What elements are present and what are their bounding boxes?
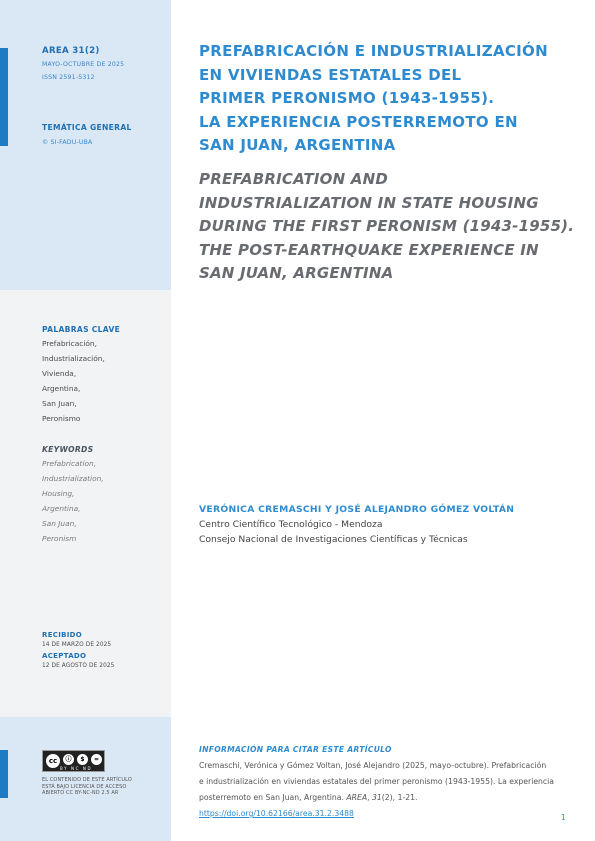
journal-issue: AREA 31(2) xyxy=(42,46,100,56)
keyword-item: Industrialización, xyxy=(42,354,105,363)
keyword-item: Peronism xyxy=(42,534,77,543)
citation-block xyxy=(199,742,571,822)
title-line: PREFABRICATION AND xyxy=(199,170,389,188)
citation-issue-pages: (2), 1-21. xyxy=(381,793,418,802)
author-names: VERÓNICA CREMASCHI Y JOSÉ ALEJANDRO GÓMEZ VOLTÁN xyxy=(199,504,515,515)
citation-line xyxy=(199,790,571,822)
keyword-item: San Juan, xyxy=(42,399,77,408)
affiliation: Centro Científico Tecnológico - Mendoza xyxy=(199,519,383,530)
keyword-item: San Juan, xyxy=(42,519,77,528)
keyword-item: Peronismo xyxy=(42,414,81,423)
citation-heading: INFORMACIÓN PARA CITAR ESTE ARTÍCULO xyxy=(199,745,392,754)
keyword-item: Industrialization, xyxy=(42,474,104,483)
accent-bar-bottom xyxy=(0,750,8,798)
noncommercial-icon: $ xyxy=(76,753,89,766)
page-number: 1 xyxy=(561,813,566,822)
license-line: EL CONTENIDO DE ESTE ARTÍCULO xyxy=(42,777,132,783)
journal-info xyxy=(42,45,167,84)
keywords-es-label: PALABRAS CLAVE xyxy=(42,325,121,334)
copyright: © SI-FADU-UBA xyxy=(42,139,93,146)
license-codes: BY NC ND xyxy=(60,766,93,771)
accepted-label: ACEPTADO xyxy=(42,652,87,660)
license-line: ESTÁ BAJO LICENCIA DE ACCESO xyxy=(42,783,127,790)
title-english xyxy=(199,168,584,286)
keyword-item: Prefabricación, xyxy=(42,339,97,348)
title-line: LA EXPERIENCIA POSTERREMOTO EN xyxy=(199,112,518,131)
citation-volume: 31 xyxy=(372,793,382,802)
affiliation: Consejo Nacional de Investigaciones Científicas y Técnicas xyxy=(199,534,468,545)
noderivatives-icon: = xyxy=(90,753,103,766)
received-label: RECIBIDO xyxy=(42,631,83,639)
title-line: THE POST-EARTHQUAKE EXPERIENCE IN xyxy=(199,240,539,259)
keywords-es xyxy=(42,324,167,426)
journal-issn: ISSN 2591-5312 xyxy=(42,74,95,81)
dates xyxy=(42,630,167,672)
title-line: SAN JUAN, ARGENTINA xyxy=(199,136,396,154)
cc-icon: cc xyxy=(45,753,61,769)
keyword-item: Argentina, xyxy=(42,384,81,393)
citation-journal: AREA xyxy=(346,793,368,802)
received-date: 14 DE MARZO DE 2025 xyxy=(42,642,112,648)
attribution-icon: ⓘ xyxy=(62,753,75,766)
title-line: EN VIVIENDAS ESTATALES DEL xyxy=(199,65,462,84)
theme-label: TEMÁTICA GENERAL xyxy=(42,123,132,132)
keyword-item: Argentina, xyxy=(42,504,81,513)
cc-license-badge xyxy=(42,750,105,772)
citation-line: e industrialización en viviendas estatales del primer peronismo (1943-1955). La experiencia xyxy=(199,777,555,786)
keyword-item: Vivienda, xyxy=(42,369,77,378)
citation-line: Cremaschi, Verónica y Gómez Voltan, José Alejandro (2025, mayo-octubre). Prefabricación xyxy=(199,761,547,770)
citation-separator: , xyxy=(367,793,372,802)
keyword-item: Housing, xyxy=(42,489,75,498)
accent-bar-top xyxy=(0,48,8,146)
title-line: SAN JUAN, ARGENTINA xyxy=(199,264,394,282)
authors-block xyxy=(199,502,589,547)
keywords-en xyxy=(42,444,167,546)
keywords-en-label: KEYWORDS xyxy=(42,445,94,454)
title-line: DURING THE FIRST PERONISM (1943-1955). xyxy=(199,217,575,235)
license-text xyxy=(42,777,167,797)
theme-info xyxy=(42,122,167,152)
title-line: PRIMER PERONISMO (1943-1955). xyxy=(199,89,495,107)
citation-prefix: posterremoto en San Juan, Argentina. xyxy=(199,793,347,802)
title-line: INDUSTRIALIZATION IN STATE HOUSING xyxy=(199,193,539,212)
journal-period: MAYO-OCTUBRE DE 2025 xyxy=(42,61,125,68)
doi-link[interactable]: https://doi.org/10.62166/area.31.2.3488 xyxy=(199,809,354,818)
title-line: PREFABRICACIÓN E INDUSTRIALIZACIÓN xyxy=(199,42,548,60)
license-line: ABIERTO CC BY-NC-ND 2.5 AR xyxy=(42,790,119,797)
title-spanish xyxy=(199,40,584,158)
accepted-date: 12 DE AGOSTO DE 2025 xyxy=(42,663,115,669)
keyword-item: Prefabrication, xyxy=(42,459,97,468)
